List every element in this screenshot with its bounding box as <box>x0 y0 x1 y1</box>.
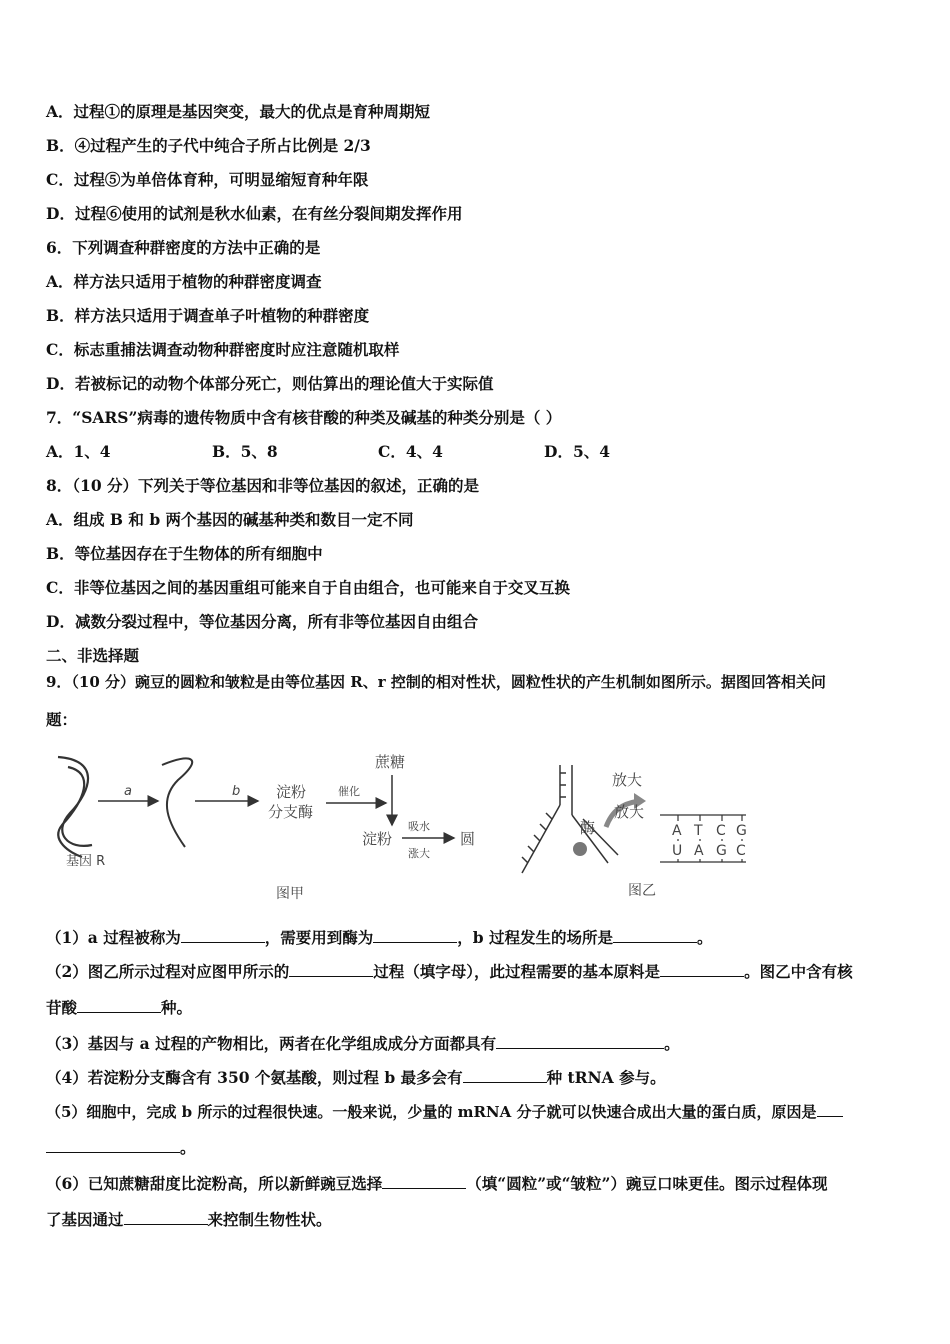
enzyme-label-line2: 分支酶 <box>268 803 314 821</box>
enzyme-label: 酶 <box>580 819 596 837</box>
swell-label: 涨大 <box>408 847 430 860</box>
dna-base-4: G <box>736 823 747 839</box>
answer-blank[interactable] <box>181 926 265 943</box>
enzyme-label-line1: 淀粉 <box>276 783 307 801</box>
q9-sub1: （1）a 过程被称为 ，需要用到酶为 ，b 过程发生的场所是 。 <box>46 928 713 947</box>
answer-blank[interactable] <box>373 926 457 943</box>
rna-base-4: C <box>736 843 746 859</box>
arrow-b-label: b <box>232 784 241 799</box>
q9-sub4: （4）若淀粉分支酶含有 350 个氨基酸，则过程 b 最多会有 种 tRNA 参与。 <box>46 1068 666 1087</box>
q9-sub2-line2: 苷酸 种。 <box>46 998 193 1017</box>
q6-option-d: D．若被标记的动物个体部分死亡，则估算出的理论值大于实际值 <box>46 374 494 393</box>
catalyze-label: 催化 <box>338 785 360 798</box>
answer-blank[interactable] <box>660 960 744 977</box>
enzyme-blob <box>573 842 587 856</box>
dna-base-2: T <box>694 823 703 839</box>
q7-options <box>46 442 610 462</box>
rna-base-2: A <box>694 843 704 859</box>
q8-stem: 8．（10 分）下列关于等位基因和非等位基因的叙述，正确的是 <box>46 476 480 495</box>
answer-blank[interactable] <box>463 1066 547 1083</box>
answer-blank[interactable] <box>77 996 161 1013</box>
q6-stem: 6．下列调查种群密度的方法中正确的是 <box>46 238 321 257</box>
answer-blank[interactable] <box>289 960 373 977</box>
q9-sub6-line1: （6）已知蔗糖甜度比淀粉高，所以新鲜豌豆选择 （填“圆粒”或“皱粒”）豌豆口味更佳。图示过程体现 <box>46 1174 828 1193</box>
rna-base-1: U <box>672 843 683 859</box>
absorb-water-label: 吸水 <box>408 820 430 833</box>
q7-option-c: C．4、4 <box>378 442 443 461</box>
q6-option-a: A．样方法只适用于植物的种群密度调查 <box>46 272 322 291</box>
q9-sub5-line2: 。 <box>46 1136 196 1158</box>
q8-option-a: A．组成 B 和 b 两个基因的碱基种类和数目一定不同 <box>46 510 414 529</box>
rna-base-3: G <box>716 843 727 859</box>
q5-option-c: C．过程⑤为单倍体育种，可明显缩短育种年限 <box>46 170 369 189</box>
q6-option-b: B．样方法只适用于调查单子叶植物的种群密度 <box>46 306 370 325</box>
fig2-caption: 图乙 <box>628 883 656 899</box>
q7-option-d: D．5、4 <box>544 442 611 461</box>
magnify-label: 放大 <box>614 803 645 821</box>
answer-blank[interactable] <box>124 1208 208 1225</box>
answer-blank[interactable] <box>46 1136 180 1153</box>
section-heading: 二、非选择题 <box>46 646 140 665</box>
arrow-a-label: a <box>124 784 132 799</box>
q5-option-a: A．过程①的原理是基因突变，最大的优点是育种周期短 <box>46 102 431 121</box>
starch-label: 淀粉 <box>362 830 393 848</box>
q9-stem-line1: 9．（10 分）豌豆的圆粒和皱粒是由等位基因 R、r 控制的相对性状，圆粒性状的产生机制如图所示。据图回答相关问 <box>46 673 826 691</box>
q9-sub6-line2: 了基因通过 来控制生物性状。 <box>46 1210 332 1229</box>
gene-r-label: 基因 R <box>66 854 106 869</box>
answer-blank[interactable] <box>613 926 697 943</box>
answer-blank[interactable] <box>817 1100 843 1117</box>
q9-figure <box>40 745 760 915</box>
translation-diagram <box>522 765 618 873</box>
answer-blank[interactable] <box>382 1172 466 1189</box>
magnify-label-top: 放大 <box>612 771 643 789</box>
fig1-caption: 图甲 <box>276 886 304 902</box>
q6-option-c: C．标志重捕法调查动物种群密度时应注意随机取样 <box>46 340 400 359</box>
dna-strand-letters <box>670 821 750 839</box>
q8-option-b: B．等位基因存在于生物体的所有细胞中 <box>46 544 323 563</box>
round-label: 圆 <box>460 830 476 848</box>
rna-strand-letters <box>670 841 750 859</box>
q8-option-c: C．非等位基因之间的基因重组可能来自于自由组合，也可能来自于交叉互换 <box>46 578 570 597</box>
answer-blank[interactable] <box>496 1032 664 1049</box>
q5-option-b: B．④过程产生的子代中纯合子所占比例是 2/3 <box>46 136 371 155</box>
q8-option-d: D．减数分裂过程中，等位基因分离，所有非等位基因自由组合 <box>46 612 478 631</box>
mrna-strand <box>162 758 192 847</box>
dna-base-1: A <box>672 823 682 839</box>
q9-sub2-line1: （2）图乙所示过程对应图甲所示的 过程（填字母），此过程需要的基本原料是 。图乙中含有核 <box>46 962 853 981</box>
q5-option-d: D．过程⑥使用的试剂是秋水仙素，在有丝分裂间期发挥作用 <box>46 204 463 223</box>
q7-option-b: B．5、8 <box>212 442 278 461</box>
q9-stem-line2: 题： <box>46 710 78 729</box>
gene-r-strands <box>58 757 92 857</box>
q7-option-a: A．1、4 <box>46 442 111 461</box>
q9-sub3: （3）基因与 a 过程的产物相比，两者在化学组成成分方面都具有 。 <box>46 1034 680 1053</box>
q9-sub5-line1: （5）细胞中，完成 b 所示的过程很快速。一般来说，少量的 mRNA 分子就可以快速合成出大量的蛋白质，原因是 <box>46 1100 843 1122</box>
q7-stem: 7．“SARS”病毒的遗传物质中含有核苷酸的种类及碱基的种类分别是（ ） <box>46 408 562 427</box>
dna-base-3: C <box>716 823 726 839</box>
sucrose-label: 蔗糖 <box>375 753 406 771</box>
